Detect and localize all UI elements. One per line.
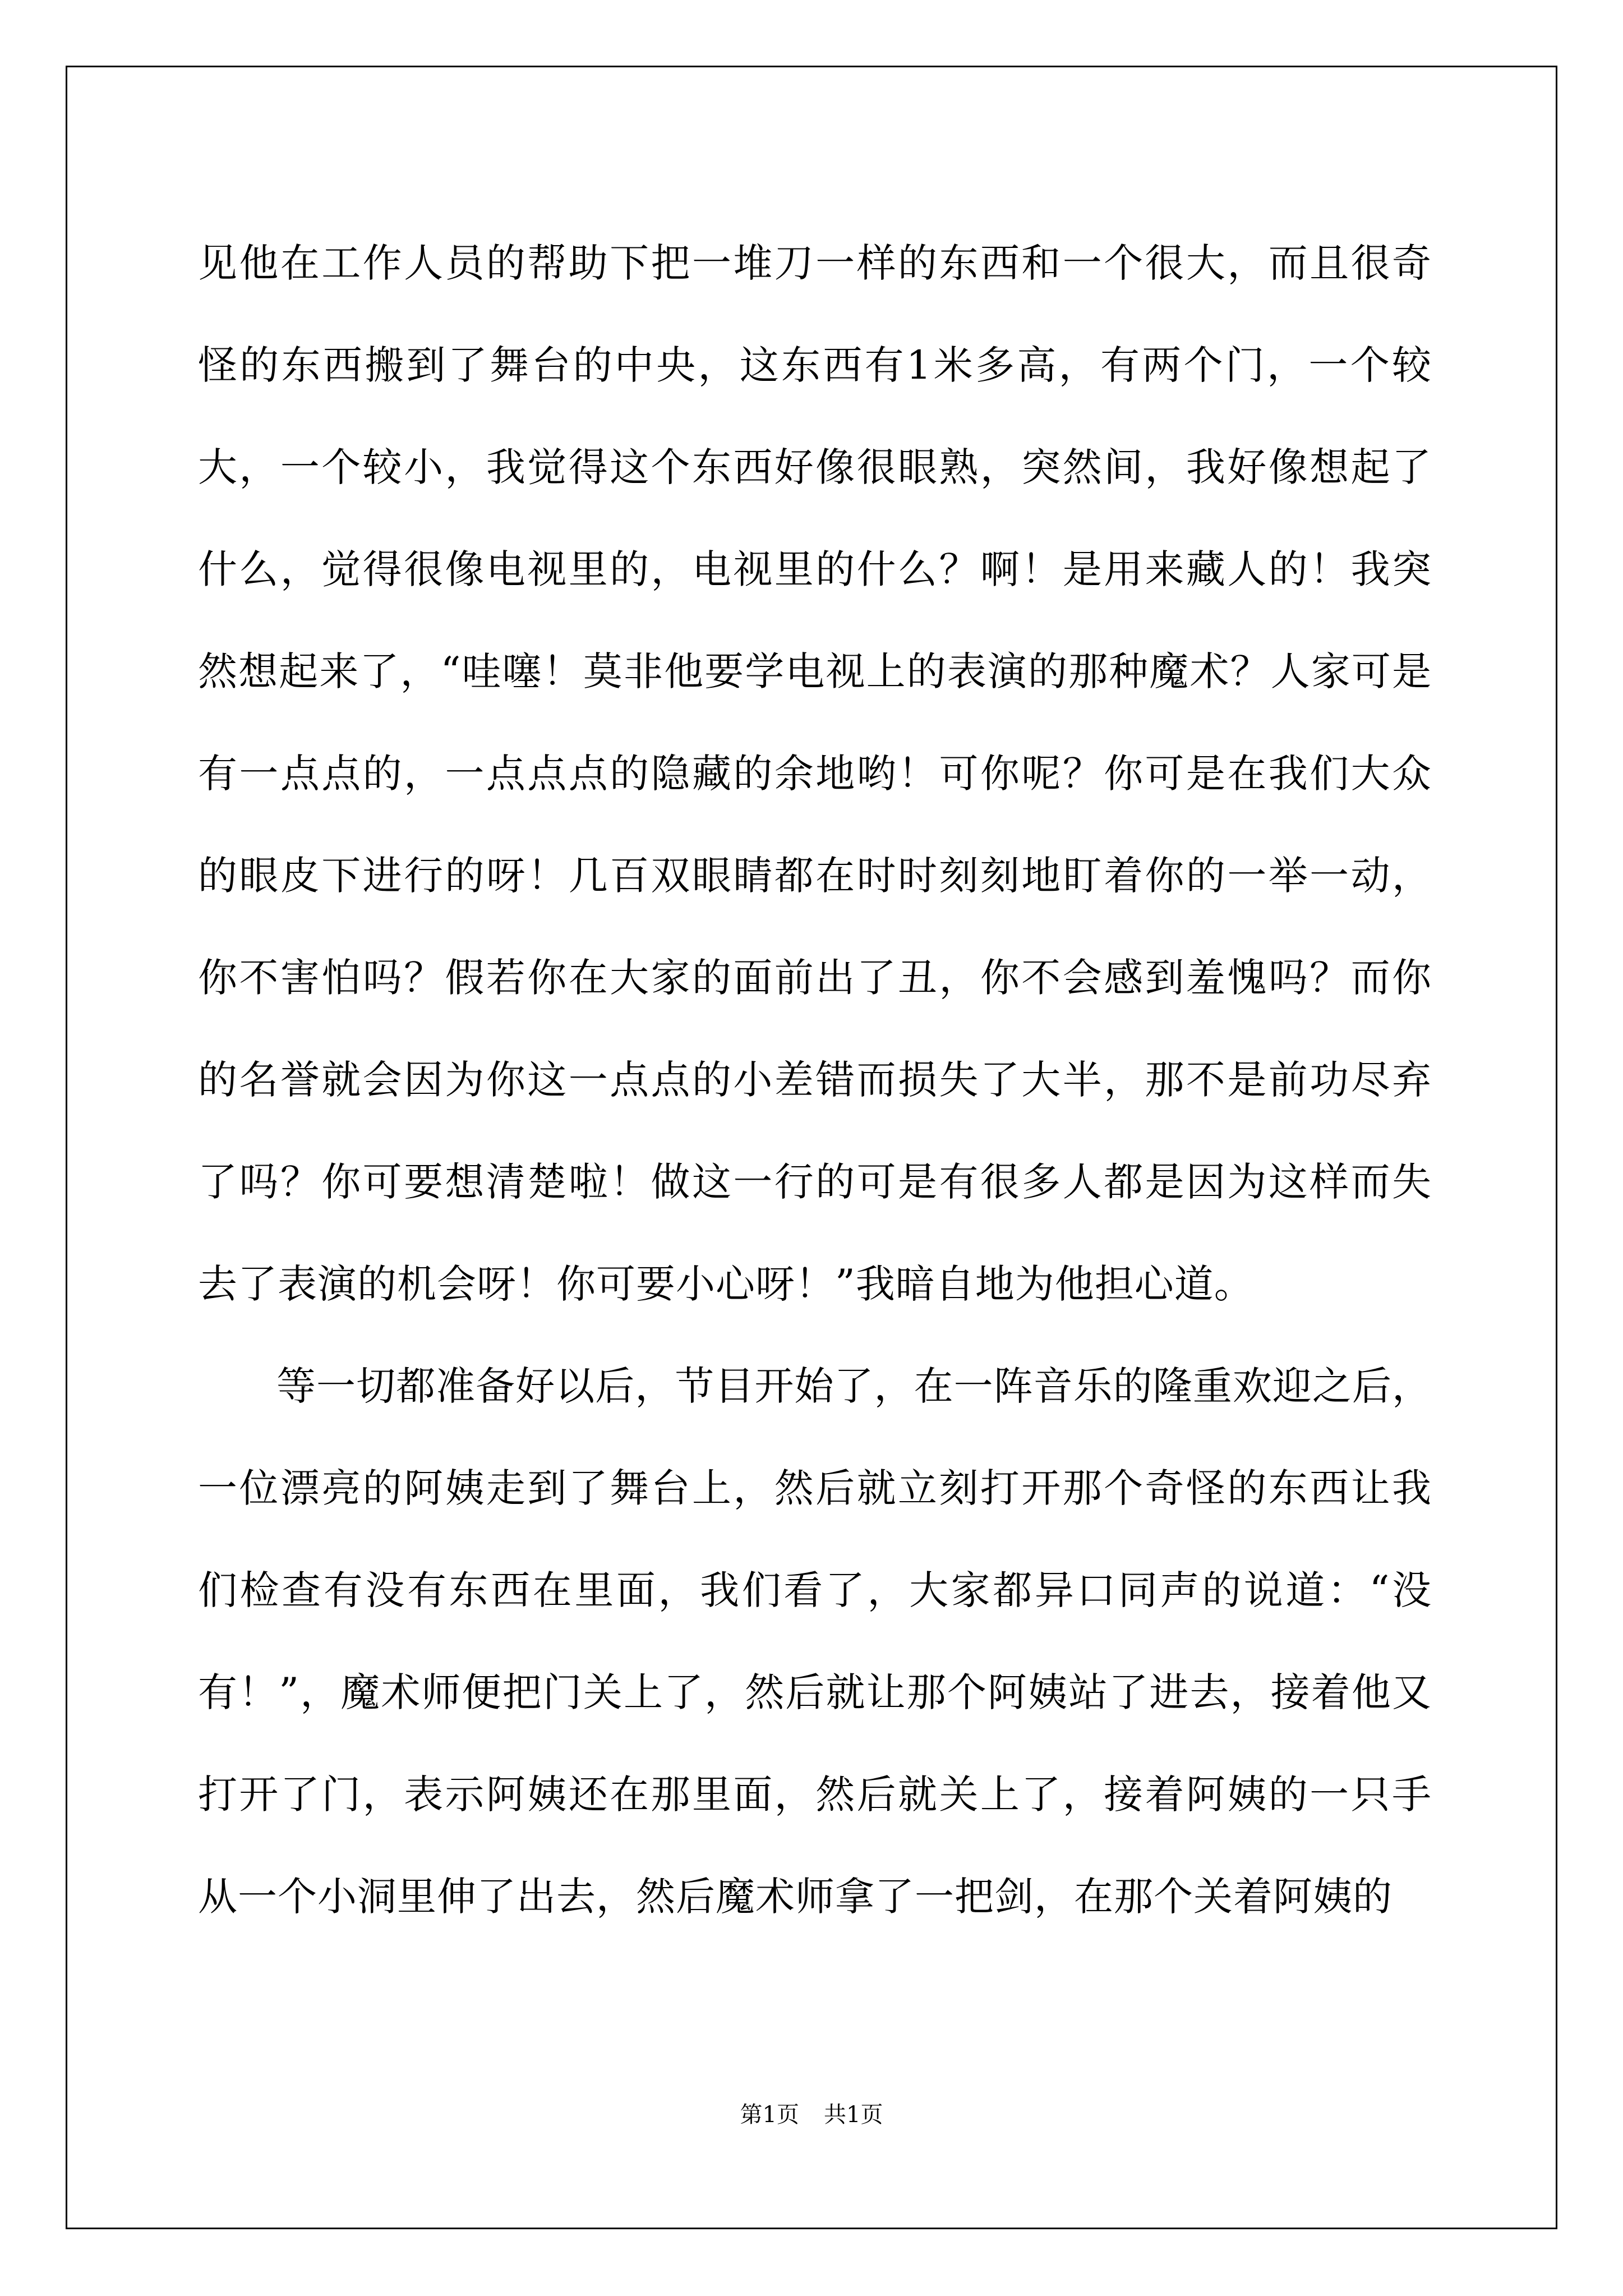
paragraph-1: 见他在工作人员的帮助下把一堆刀一样的东西和一个很大，而且很奇怪的东西搬到了舞台的中央，这东西有1米多高，有两个门，一个较大，一个较小，我觉得这个东西好像很眼熟，突然间，我好像想起了什么，觉得很像电视里的，电视里的什么？啊！是用来藏人的！我突然想起来了，“哇噻！莫非他要学电视上的表演的那种魔术？人家可是有一点点的，一点点点的隐藏的余地哟！可你呢？你可是在我们大众的眼皮下进行的呀！几百双眼睛都在时时刻刻地盯着你的一举一动，你不害怕吗？假若你在大家的面前出了丑，你不会感到羞愧吗？而你的名誉就会因为你这一点点的小差错而损失了大半，那不是前功尽弃了吗？你可要想清楚啦！做这一行的可是有很多人都是因为这样而失去了表演的机会呀！你可要小心呀！”我暗自地为他担心道。 bbox=[198, 240, 1432, 1307]
page-number-total: 共1页 bbox=[824, 2102, 883, 2128]
page-number-current: 第1页 bbox=[740, 2102, 799, 2128]
document-body bbox=[198, 212, 1432, 1948]
paragraph-2: 等一切都准备好以后，节目开始了，在一阵音乐的隆重欢迎之后，一位漂亮的阿姨走到了舞台上，然后就立刻打开那个奇怪的东西让我们检查有没有东西在里面，我们看了，大家都异口同声的说道：“没有！”，魔术师便把门关上了，然后就让那个阿姨站了进去，接着他又打开了门，表示阿姨还在那里面，然后就关上了，接着阿姨的一只手从一个小洞里伸了出去，然后魔术师拿了一把剑，在那个关着阿姨的 bbox=[198, 1363, 1432, 1920]
page-footer bbox=[0, 2101, 1623, 2129]
